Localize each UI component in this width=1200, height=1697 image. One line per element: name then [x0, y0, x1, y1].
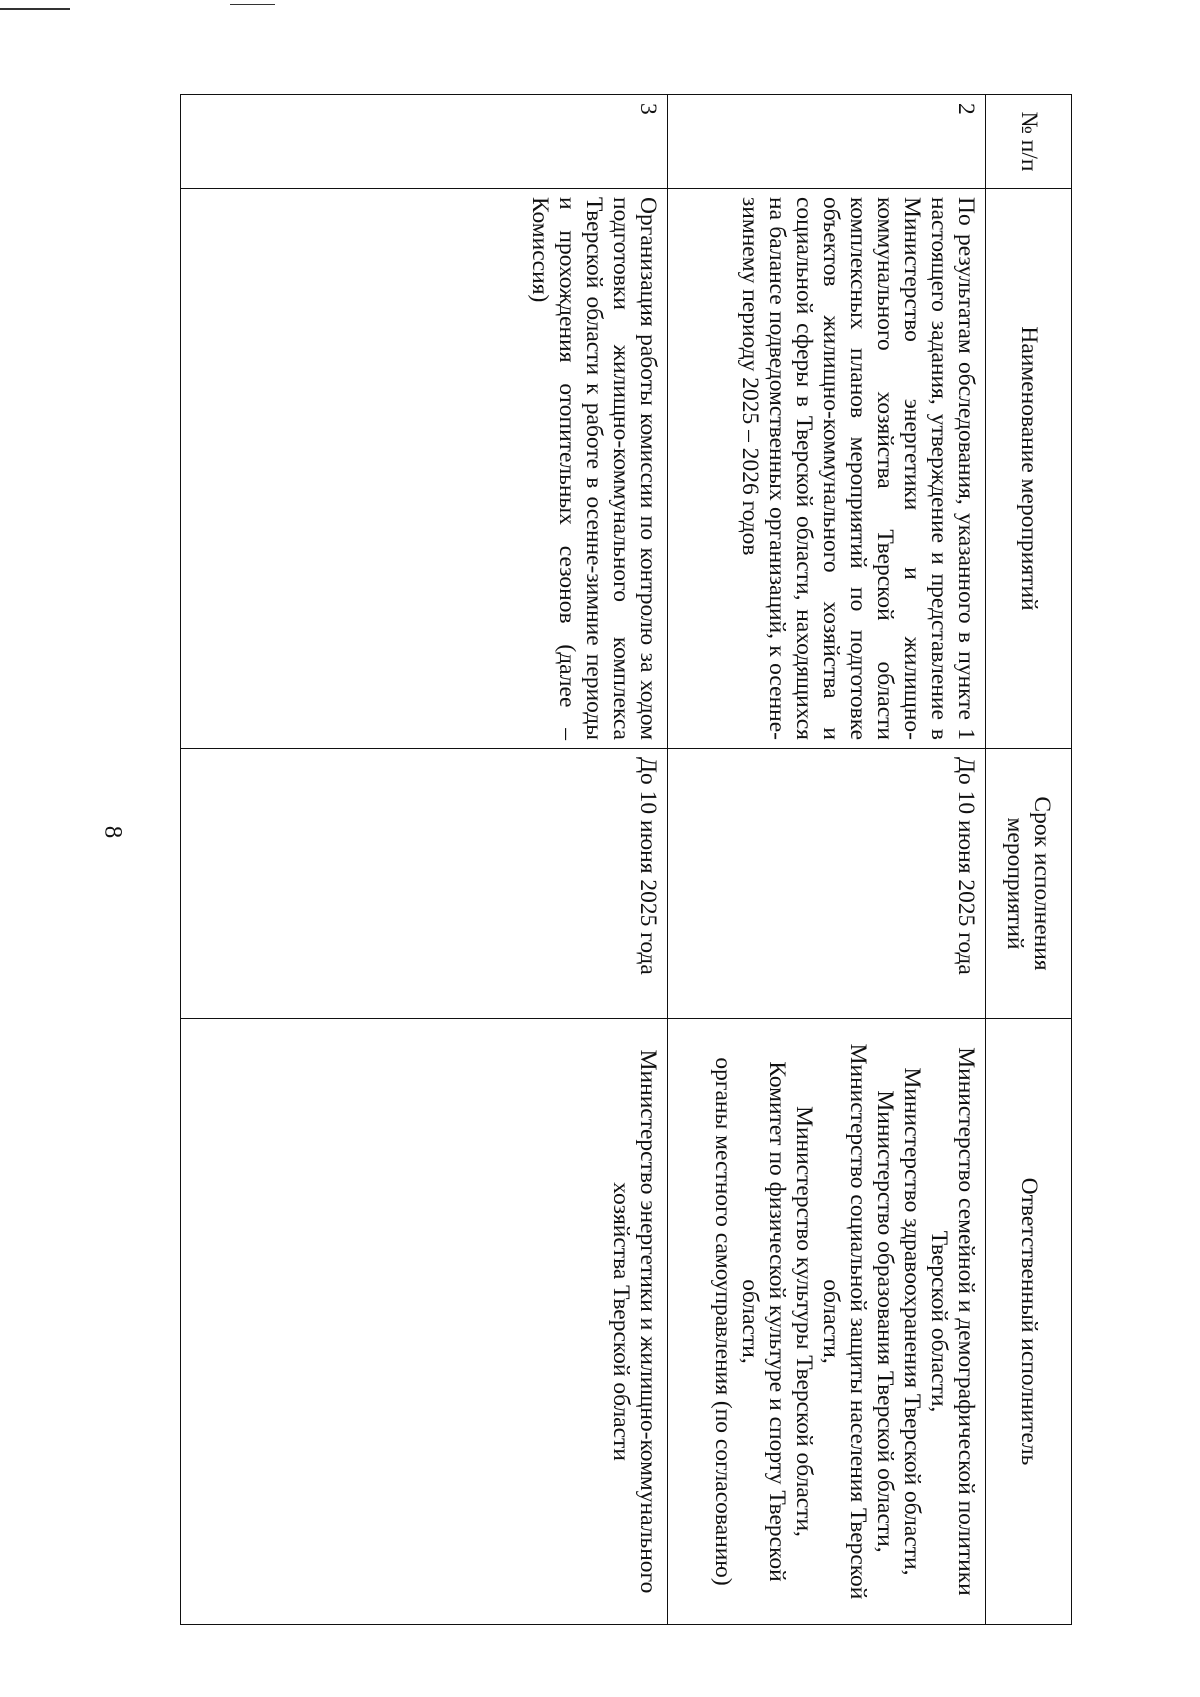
responsible-line: Министерство образования Тверской области,	[872, 1090, 898, 1553]
responsible-line: Министерство семейной и демографической политики Тверской области,	[926, 1047, 979, 1596]
row-term: До 10 июня 2025 года	[181, 749, 668, 1019]
header-num: № п/п	[986, 95, 1072, 189]
responsible-line: органы местного самоуправления (по согласованию)	[710, 1057, 736, 1586]
row-name: Организация работы комиссии по контролю за ходом подготовки жилищно-коммунального комплекса Тверской области к работе в осенне-зимние периоды и прохождения отопительных сезонов (далее – Комиссия)	[181, 189, 668, 749]
responsible-line: Комитет по физической культуре и спорту Тверской области,	[737, 1061, 790, 1582]
responsible-line: Министерство здравоохранения Тверской области,	[899, 1067, 925, 1576]
responsible-line: Министерство культуры Тверской области,	[791, 1106, 817, 1537]
table-header-row	[986, 95, 1072, 1625]
row-num: 2	[668, 95, 986, 189]
table-row	[668, 95, 986, 1625]
page-number: 8	[99, 825, 127, 839]
measures-table	[180, 94, 1072, 1625]
row-name: По результатам обследования, указанного в пункте 1 настоящего задания, утверждение и представление в Министерство энергетики и жилищно-коммунального хозяйства Тверской области комплексных планов мероприятий по подготовке объектов жилищно-коммунального хозяйства и социальной сферы в Тверской области, находящихся на балансе подведомственных организаций, к осенне-зимнему периоду 2025 – 2026 годов	[668, 189, 986, 749]
scan-artifact-line	[0, 8, 70, 10]
responsible-line: Министерство энергетики и жилищно-коммунального хозяйства Тверской области	[608, 1049, 661, 1594]
table-row	[181, 95, 668, 1625]
scan-artifact-line	[230, 4, 275, 5]
header-responsible: Ответственный исполнитель	[986, 1019, 1072, 1625]
row-term: До 10 июня 2025 года	[668, 749, 986, 1019]
header-name: Наименование мероприятий	[986, 189, 1072, 749]
row-num: 3	[181, 95, 668, 189]
row-responsible	[181, 1019, 668, 1625]
rotated-table-container	[180, 94, 1072, 1624]
responsible-line: Министерство социальной защиты населения Тверской области,	[818, 1043, 871, 1600]
header-term: Срок исполнения мероприятий	[986, 749, 1072, 1019]
row-responsible	[668, 1019, 986, 1625]
